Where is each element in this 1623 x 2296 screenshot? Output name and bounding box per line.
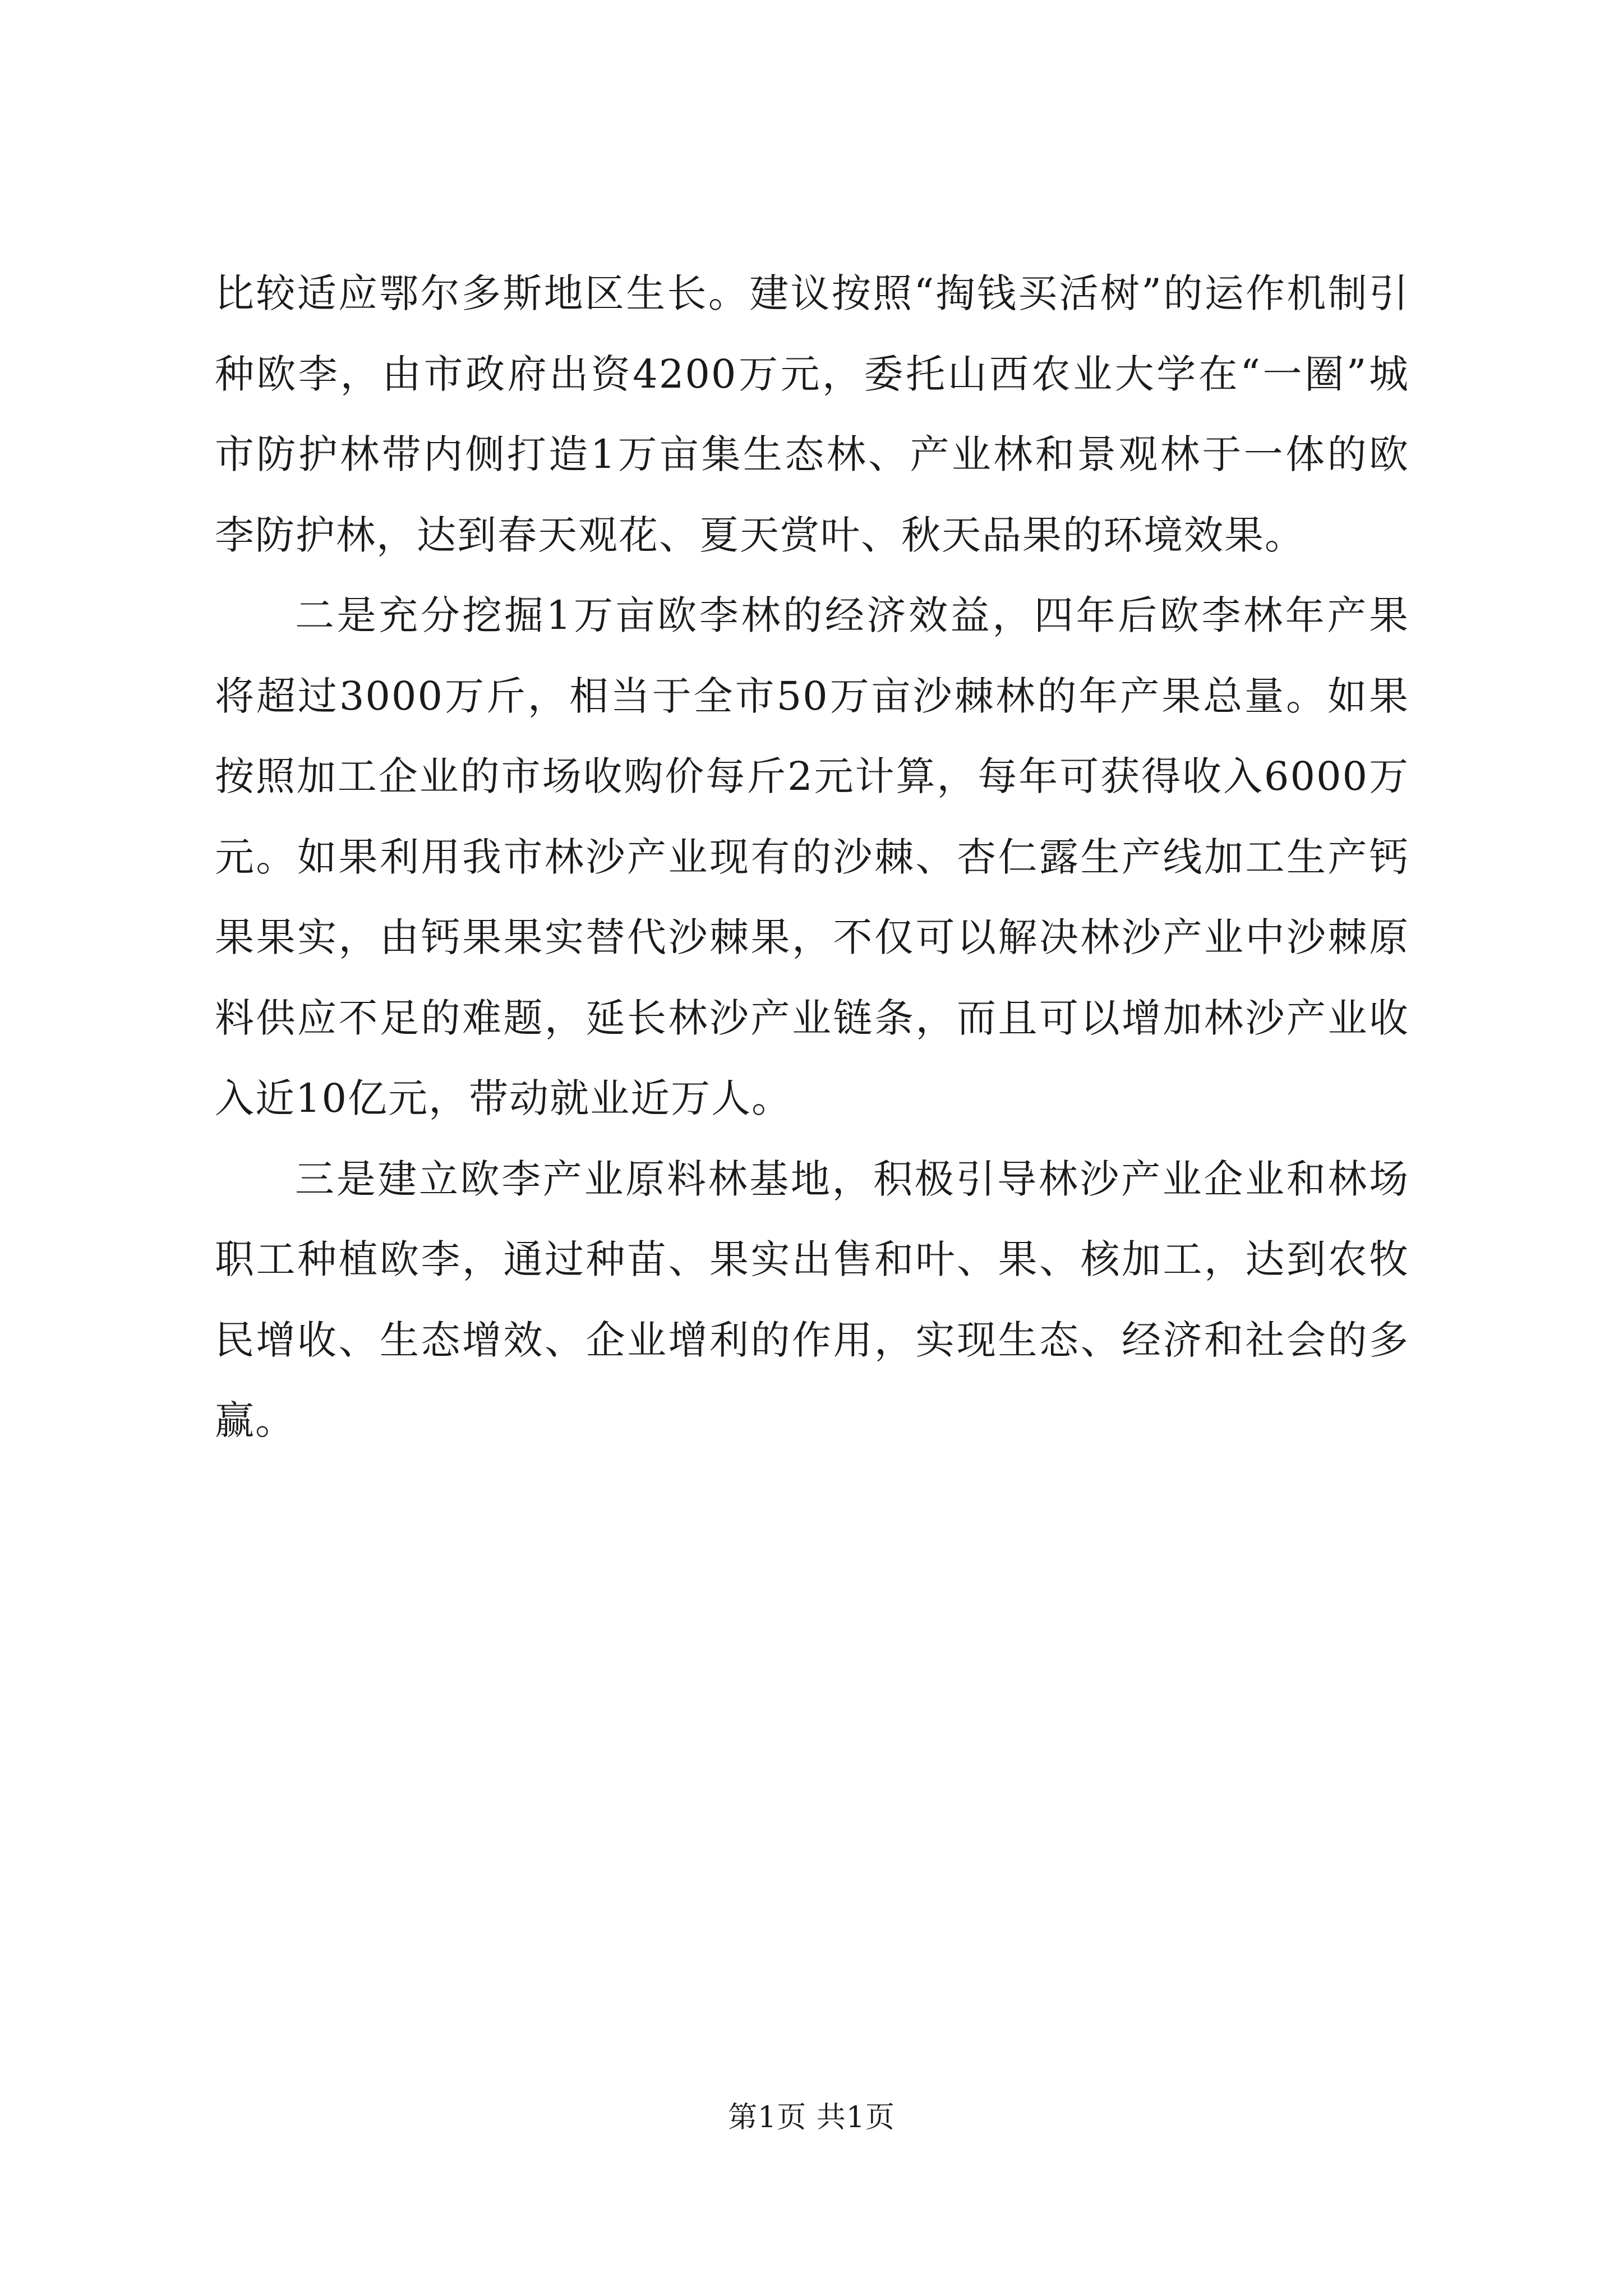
page-number-label: 第1页 共1页: [728, 2101, 895, 2134]
page-footer: [0, 2098, 1623, 2137]
paragraph-point-two: 二是充分挖掘1万亩欧李林的经济效益，四年后欧李林年产果将超过3000万斤，相当于全市50万亩沙棘林的年产果总量。如果按照加工企业的市场收购价每斤2元计算，每年可获得收入6000万元。如果利用我市林沙产业现有的沙棘、杏仁露生产线加工生产钙果果实，由钙果果实替代沙棘果，不仅可以解决林沙产业中沙棘原料供应不足的难题，延长林沙产业链条，而且可以增加林沙产业收入近10亿元，带动就业近万人。: [215, 592, 1409, 1121]
paragraph-point-three: 三是建立欧李产业原料林基地，积极引导林沙产业企业和林场职工种植欧李，通过种苗、果实出售和叶、果、核加工，达到农牧民增收、生态增效、企业增利的作用，实现生态、经济和社会的多赢。: [215, 1156, 1409, 1443]
document-body: [215, 254, 1409, 1461]
paragraph-intro: 比较适应鄂尔多斯地区生长。建议按照“掏钱买活树”的运作机制引种欧李，由市政府出资4200万元，委托山西农业大学在“一圈”城市防护林带内侧打造1万亩集生态林、产业林和景观林于一体的欧李防护林，达到春天观花、夏天赏叶、秋天品果的环境效果。: [215, 270, 1409, 558]
